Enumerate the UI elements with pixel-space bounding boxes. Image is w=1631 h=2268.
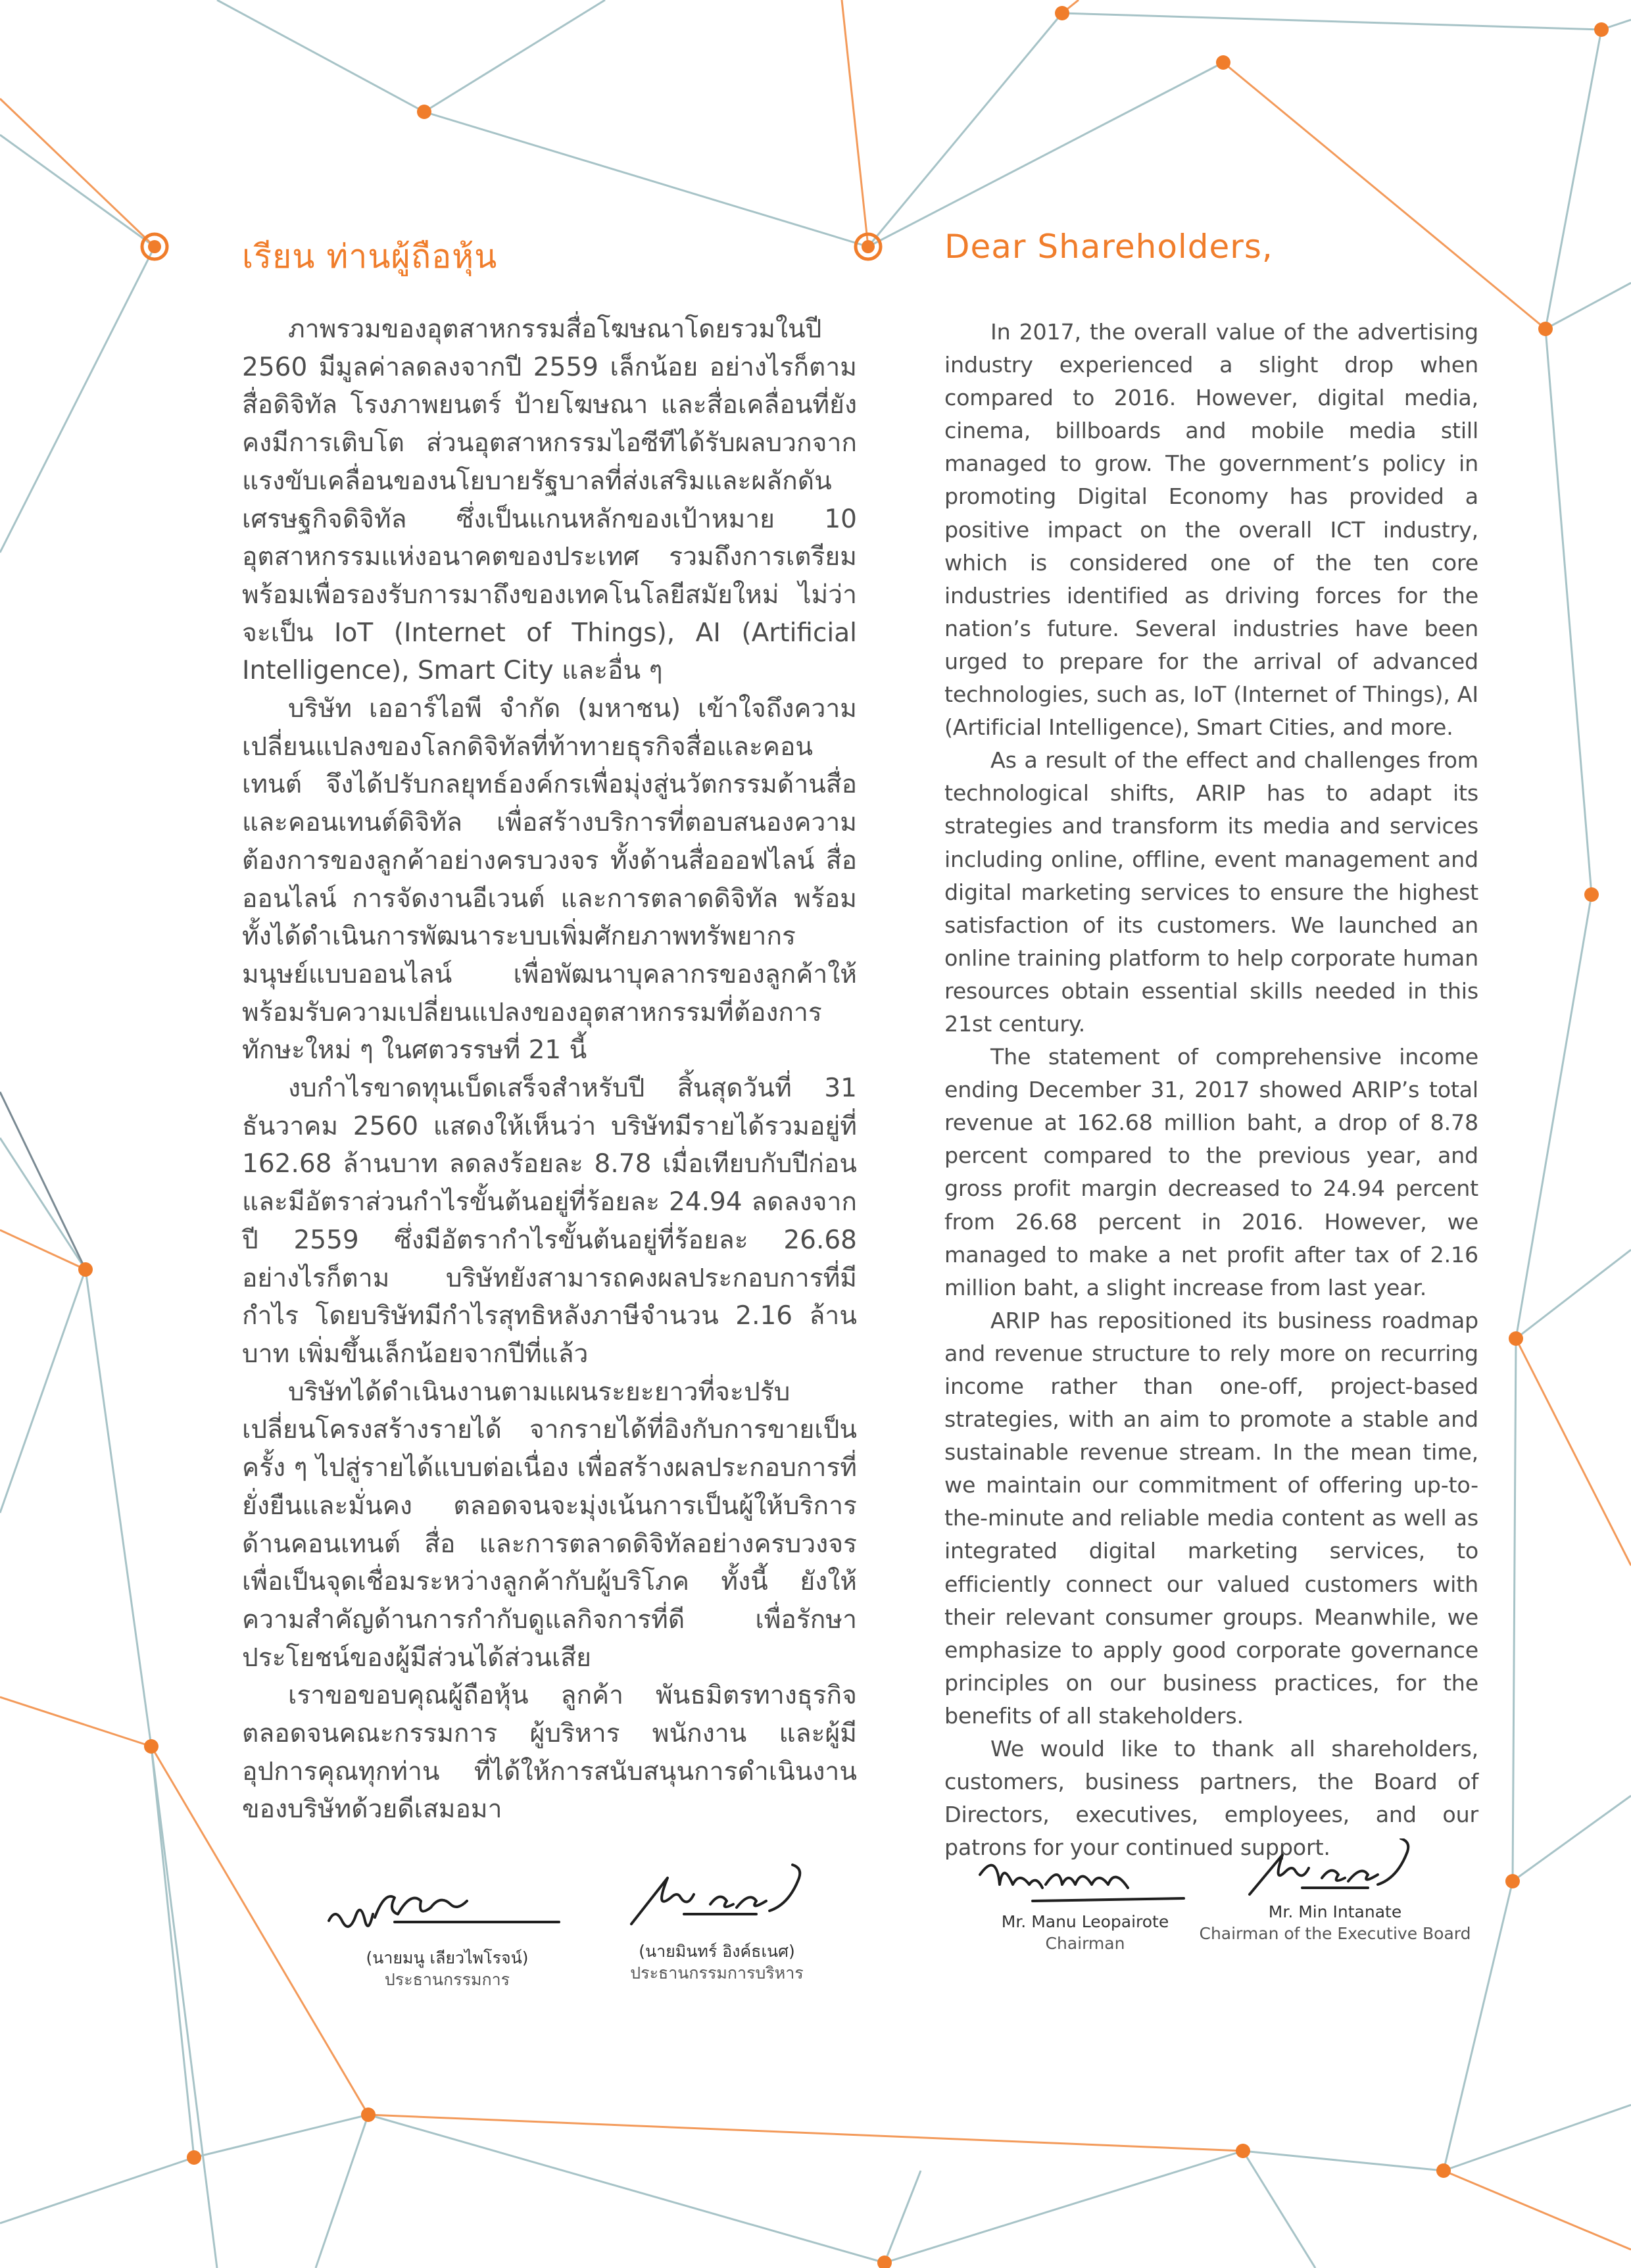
signature-image <box>605 1852 829 1940</box>
thai-paragraph: บริษัทได้ดำเนินงานตามแผนระยะยาวที่จะปรับเปลี่ยนโครงสร้างรายได้ จากรายได้ที่อิงกับการขายเป็นครั้ง ๆ ไปสู่รายได้แบบต่อเนื่อง เพื่อสร้างผลประกอบการที่ยั่งยืนและมั่นคง ตลอดจนจะมุ่งเน้นการเป็นผู้ให้บริการด้านคอนเทนต์ สื่อ และการตลาดดิจิทัลอย่างครบวงจร เพื่อเป็นจุดเชื่อมระหว่างลูกค้ากับผู้บริโภค ทั้งนี้ ยังให้ความสำคัญด้านการกำกับดูแลกิจการที่ดี เพื่อรักษาประโยชน์ของผู้มีส่วนได้ส่วนเสีย <box>242 1377 857 1673</box>
signature-name: Mr. Min Intanate <box>1268 1902 1402 1921</box>
signature-image <box>967 1848 1204 1911</box>
signature-name: Mr. Manu Leopairote <box>1001 1912 1169 1931</box>
english-paragraph: We would like to thank all shareholders, customers, business partners, the Board of Directors, executives, employees, and our patrons for your continued support. <box>944 1736 1478 1861</box>
signature-title: ประธานกรรมการบริหาร <box>630 1963 804 1983</box>
thai-paragraph: งบกำไรขาดทุนเบ็ดเสร็จสำหรับปี สิ้นสุดวันที่ 31 ธันวาคม 2560 แสดงให้เห็นว่า บริษัทมีรายได้รวมอยู่ที่ 162.68 ล้านบาท ลดลงร้อยละ 8.78 เมื่อเทียบกับปีก่อน และมีอัตราส่วนกำไรขั้นต้นอยู่ที่ร้อยละ 24.94 ลดลงจากปี 2559 ซึ่งมีอัตรากำไรขั้นต้นอยู่ที่ร้อยละ 26.68 อย่างไรก็ตาม บริษัทยังสามารถคงผลประกอบการที่มีกำไร โดยบริษัทมีกำไรสุทธิหลังภาษีจำนวน 2.16 ล้านบาท เพิ่มขึ้นเล็กน้อยจากปีที่แล้ว <box>242 1073 857 1369</box>
signature-image <box>316 1881 579 1947</box>
signature-block-exec-chairman-th <box>579 1852 855 1984</box>
signature-name: (นายมินทร์ อิงค์ธเนศ) <box>639 1942 795 1961</box>
signature-image <box>1230 1838 1440 1901</box>
english-paragraph: In 2017, the overall value of the advertising industry experienced a slight drop when compared to 2016. However, digital media, cinema, billboards and mobile media still managed to grow. The government’s policy in promoting Digital Economy has provided a positive impact on the overall ICT industry, which is considered one of the ten core industries identified as driving forces for the nation’s future. Several industries have been urged to prepare for the arrival of advanced technologies, such as, IoT (Internet of Things), AI (Artificial Intelligence), Smart Cities, and more. <box>944 319 1478 741</box>
thai-paragraph: ภาพรวมของอุตสาหกรรมสื่อโฆษณาโดยรวมในปี 2560 มีมูลค่าลดลงจากปี 2559 เล็กน้อย อย่างไรก็ตามสื่อดิจิทัล โรงภาพยนตร์ ป้ายโฆษณา และสื่อเคลื่อนที่ยังคงมีการเติบโต ส่วนอุตสาหกรรมไอซีทีได้รับผลบวกจากแรงขับเคลื่อนของนโยบายรัฐบาลที่ส่งเสริมและผลักดันเศรษฐกิจดิจิทัล ซึ่งเป็นแกนหลักของเป้าหมาย 10 อุตสาหกรรมแห่งอนาคตของประเทศ รวมถึงการเตรียมพร้อมเพื่อรองรับการมาถึงของเทคโนโลยีสมัยใหม่ ไม่ว่าจะเป็น IoT (Internet of Things), AI (Artificial Intelligence), Smart City และอื่น ๆ <box>242 314 857 686</box>
thai-paragraph: เราขอขอบคุณผู้ถือหุ้น ลูกค้า พันธมิตรทางธุรกิจ ตลอดจนคณะกรรมการ ผู้บริหาร พนักงาน และผู้มีอุปการคุณทุกท่าน ที่ได้ให้การสนับสนุนการดำเนินงานของบริษัทด้วยดีเสมอมา <box>242 1681 857 1825</box>
signature-name: (นายมนู เลียวไพโรจน์) <box>366 1948 529 1967</box>
english-paragraph: As a result of the effect and challenges from technological shifts, ARIP has to adapt its strategies and transform its media and services including online, offline, event management and digital marketing services to ensure the highest satisfaction of its customers. We launched an online training platform to help corporate human resources obtain essential skills needed in this 21st century. <box>944 747 1478 1037</box>
english-paragraph: The statement of comprehensive income ending December 31, 2017 showed ARIP’s total revenue at 162.68 million baht, a drop of 8.78 percent compared to the previous year, and gross profit margin decreased to 24.94 percent from 26.68 percent in 2016. However, we managed to make a net profit after tax of 2.16 million baht, a slight increase from last year. <box>944 1044 1478 1300</box>
english-letter <box>944 227 1478 1864</box>
signature-block-exec-chairman-en <box>1190 1838 1480 1944</box>
english-paragraph: ARIP has repositioned its business roadmap and revenue structure to rely more on recurring income rather than one-off, project-based strategies, with an aim to promote a stable and sustainable revenue stream. In the mean time, we maintain our commitment of offering up-to-the-minute and reliable media content as well as integrated digital marketing services, to efficiently connect our valued customers with their relevant consumer groups. Meanwhile, we emphasize to apply good corporate governance principles on our business practices, for the benefits of all stakeholders. <box>944 1307 1478 1729</box>
thai-paragraph: บริษัท เออาร์ไอพี จำกัด (มหาชน) เข้าใจถึงความเปลี่ยนแปลงของโลกดิจิทัลที่ท้าทายธุรกิจสื่อและคอนเทนต์ จึงได้ปรับกลยุทธ์องค์กรเพื่อมุ่งสู่นวัตกรรมด้านสื่อ และคอนเทนต์ดิจิทัล เพื่อสร้างบริการที่ตอบสนองความต้องการของลูกค้าอย่างครบวงจร ทั้งด้านสื่อออฟไลน์ สื่อออนไลน์ การจัดงานอีเวนต์ และการตลาดดิจิทัล พร้อมทั้งได้ดำเนินการพัฒนาระบบเพิ่มศักยภาพทรัพยากรมนุษย์แบบออนไลน์ เพื่อพัฒนาบุคลากรของลูกค้าให้พร้อมรับความเปลี่ยนแปลงของอุตสาหกรรมที่ต้องการทักษะใหม่ ๆ ในศตวรรษที่ 21 นี้ <box>242 694 857 1066</box>
signature-title: ประธานกรรมการ <box>384 1970 510 1989</box>
signature-block-chairman-th <box>312 1881 582 1990</box>
signature-title: Chairman of the Executive Board <box>1199 1924 1471 1943</box>
english-heading: Dear Shareholders, <box>944 228 1273 266</box>
thai-letter <box>242 237 857 1829</box>
signature-title: Chairman <box>1045 1934 1125 1953</box>
thai-heading: เรียน ท่านผู้ถือหุ้น <box>242 237 498 276</box>
